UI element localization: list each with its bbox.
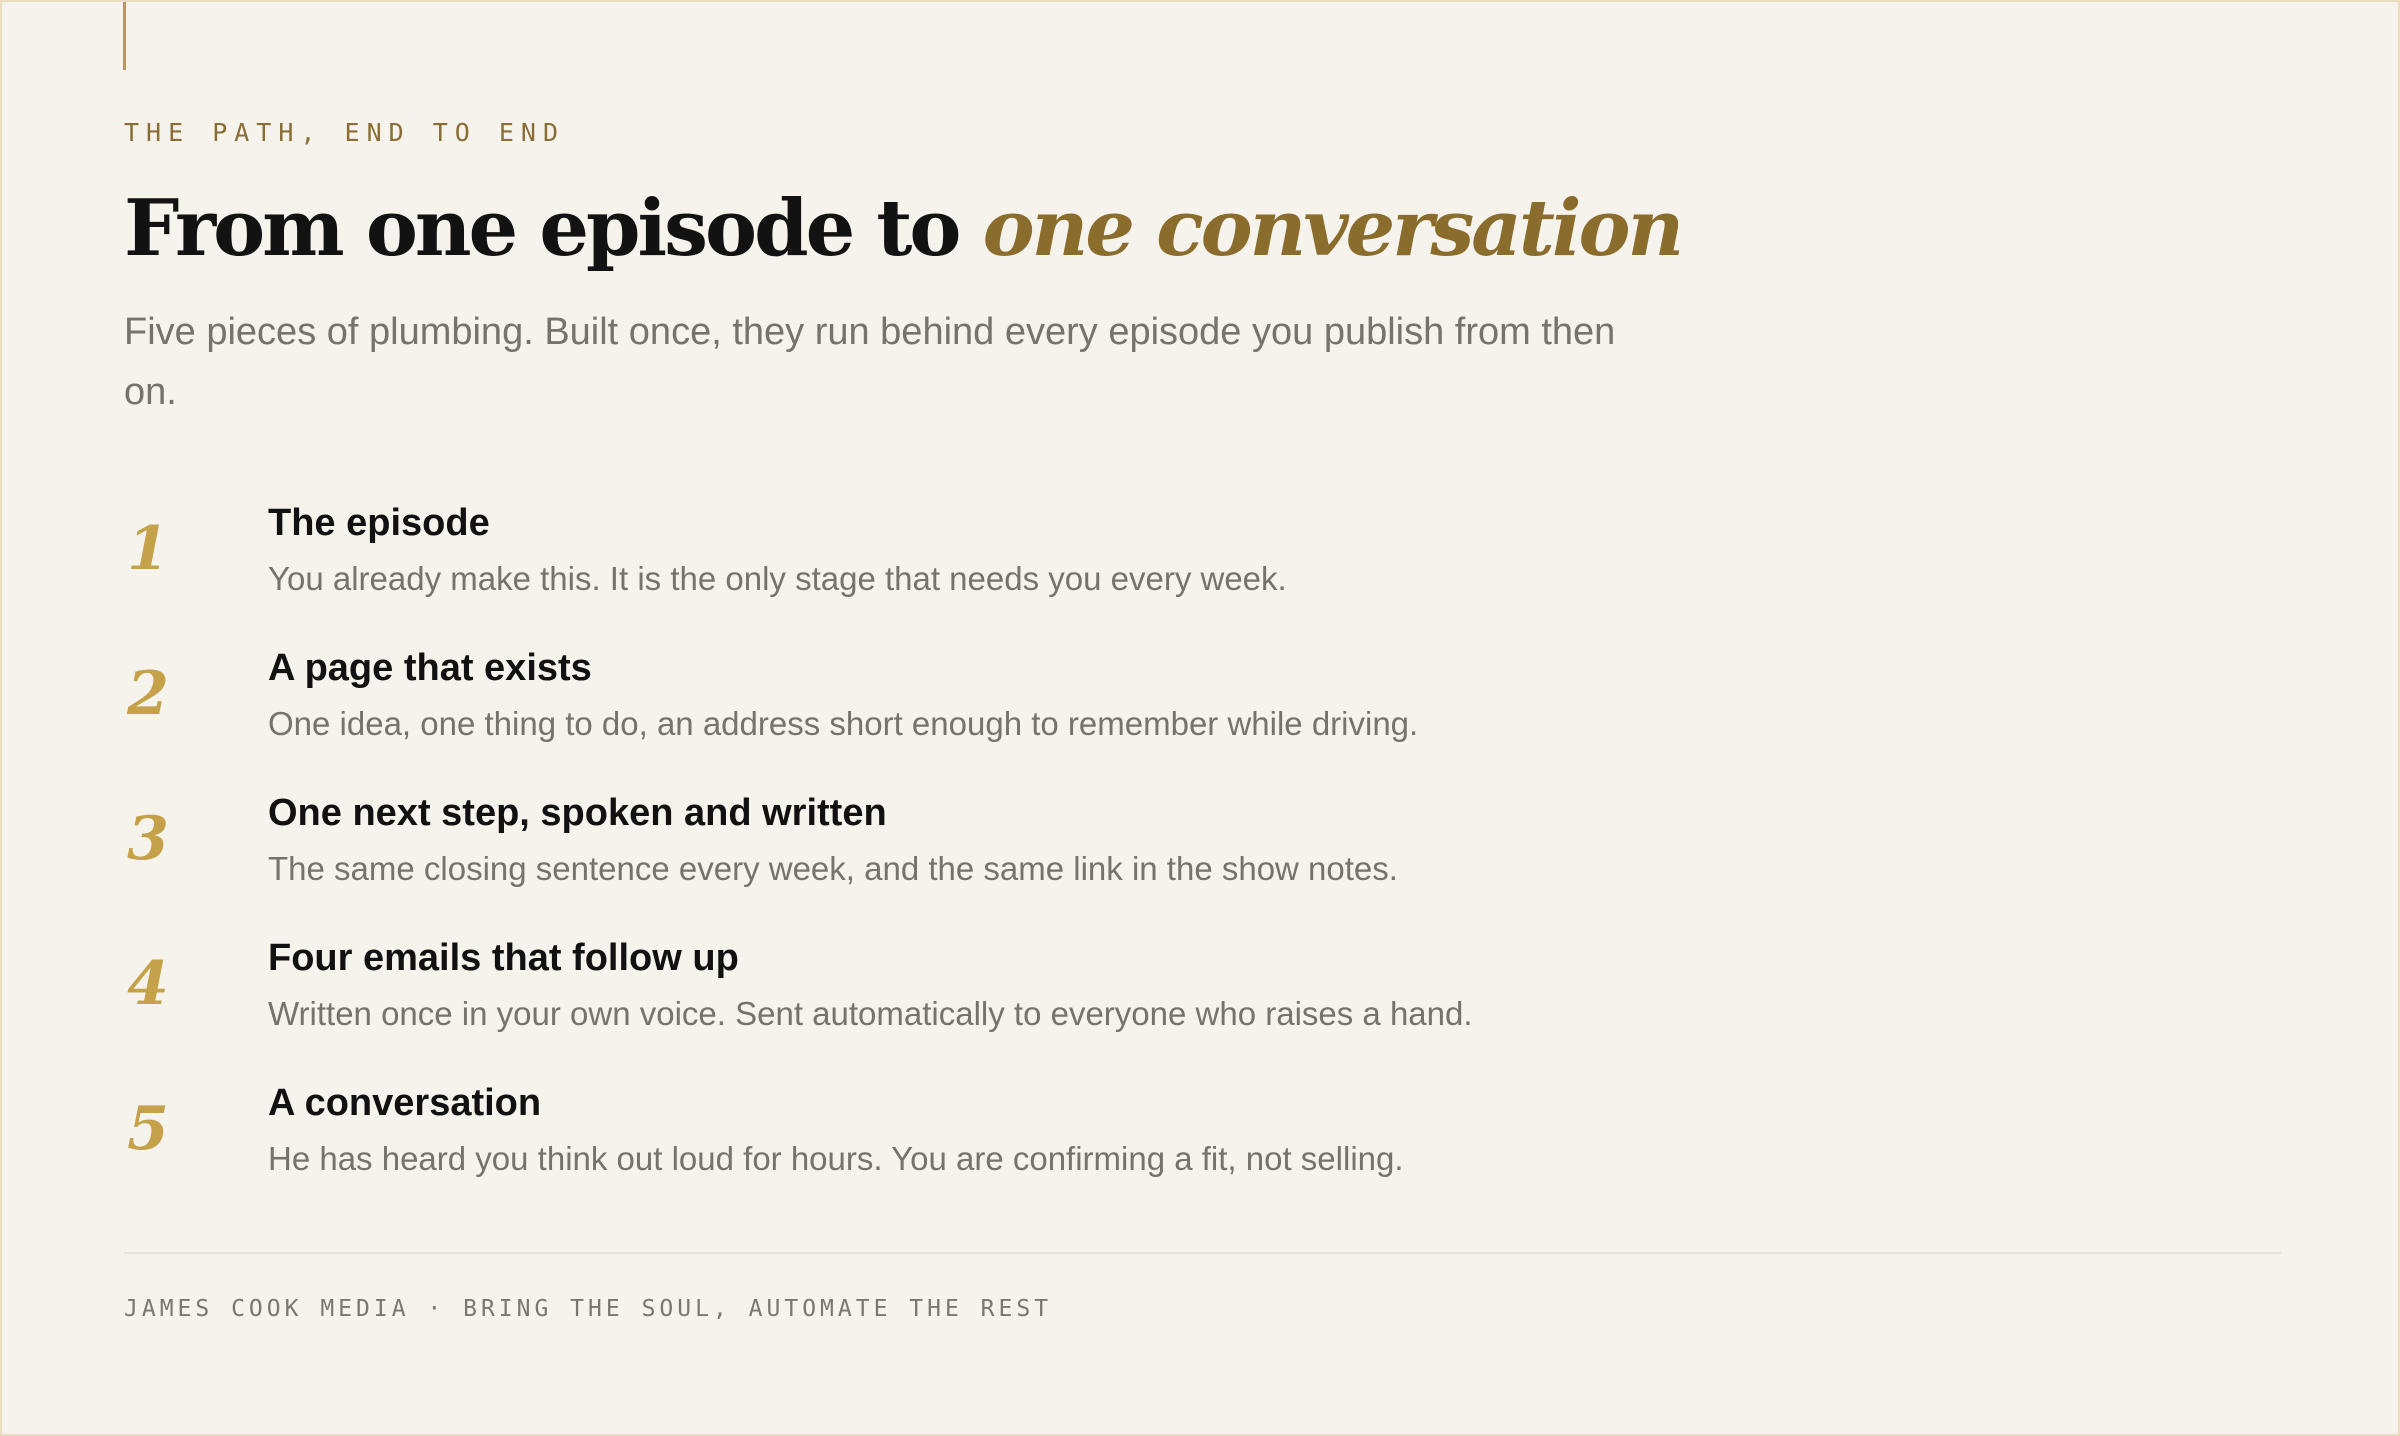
page-title-main: From one episode to [124, 183, 983, 274]
intro-text: Five pieces of plumbing. Built once, they run behind every episode you publish from then on. [124, 311, 1616, 413]
footer-divider [124, 1252, 2281, 1254]
step-description: The same closing sentence every week, and the same link in the show notes. [268, 850, 1398, 887]
step-number: 3 [127, 804, 169, 874]
step-description: You already make this. It is the only stage that needs you every week. [268, 560, 1287, 597]
step-item [118, 639, 1818, 784]
step-number: 1 [127, 514, 169, 584]
step-number: 2 [127, 659, 169, 729]
step-description: Written once in your own voice. Sent automatically to everyone who raises a hand. [268, 995, 1473, 1032]
step-number: 4 [127, 949, 169, 1019]
page-title [124, 174, 1681, 284]
step-item [118, 1074, 1818, 1219]
step-number: 5 [127, 1094, 169, 1164]
step-item [118, 929, 1818, 1074]
step-title: A conversation [268, 1082, 542, 1124]
top-accent-rule [123, 2, 126, 70]
step-item [118, 494, 1818, 639]
step-title: The episode [268, 502, 490, 544]
step-item [118, 784, 1818, 929]
footer-tagline: JAMES COOK MEDIA · BRING THE SOUL, AUTOMATE THE REST [124, 1296, 1053, 1322]
step-description: One idea, one thing to do, an address short enough to remember while driving. [268, 705, 1419, 742]
step-title: A page that exists [268, 647, 592, 689]
step-title: One next step, spoken and written [268, 792, 887, 834]
page-title-accent: one conversation [982, 183, 1682, 274]
eyebrow-label: THE PATH, END TO END [124, 118, 566, 147]
step-title: Four emails that follow up [268, 937, 739, 979]
steps-list [118, 494, 1818, 1219]
step-description: He has heard you think out loud for hours. You are confirming a fit, not selling. [268, 1140, 1404, 1177]
